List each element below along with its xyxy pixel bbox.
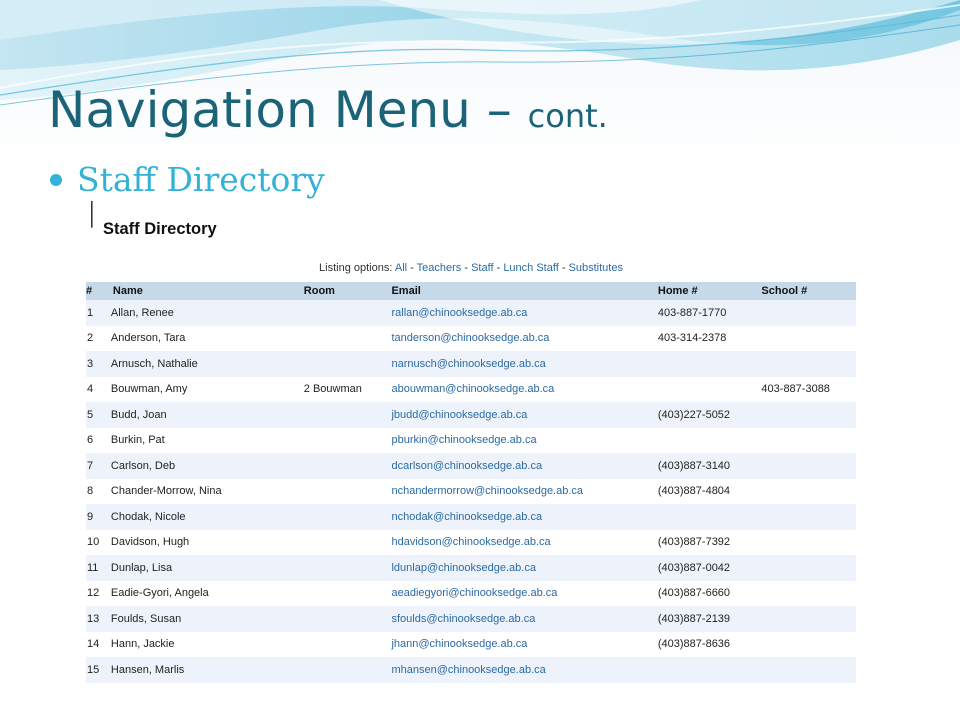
cell-email xyxy=(391,555,657,581)
cell-name: Hansen, Marlis xyxy=(111,657,304,683)
cell-school-phone xyxy=(761,453,856,479)
cell-home-phone: (403)887-4804 xyxy=(658,479,762,505)
cell-name: Chander-Morrow, Nina xyxy=(111,479,304,505)
cell-email xyxy=(391,479,657,505)
cell-number: 5 xyxy=(86,402,111,428)
cell-email xyxy=(391,581,657,607)
table-row xyxy=(86,402,856,428)
cell-name: Allan, Renee xyxy=(111,300,304,326)
cell-room xyxy=(304,530,392,556)
cell-number: 11 xyxy=(86,555,111,581)
table-row xyxy=(86,428,856,454)
cell-number: 2 xyxy=(86,326,111,352)
cell-school-phone xyxy=(761,581,856,607)
cell-room xyxy=(304,504,392,530)
cell-school-phone xyxy=(761,530,856,556)
cell-room xyxy=(304,632,392,658)
column-header-name[interactable]: Name xyxy=(111,282,304,300)
cell-school-phone xyxy=(761,504,856,530)
email-link[interactable]: abouwman@chinooksedge.ab.ca xyxy=(391,383,555,396)
cell-home-phone xyxy=(658,657,762,683)
cell-home-phone xyxy=(658,428,762,454)
cell-email xyxy=(391,632,657,658)
email-link[interactable]: hdavidson@chinooksedge.ab.ca xyxy=(391,536,551,549)
cell-name: Budd, Joan xyxy=(111,402,304,428)
cell-name: Carlson, Deb xyxy=(111,453,304,479)
cell-home-phone: 403-314-2378 xyxy=(658,326,762,352)
cell-email xyxy=(391,504,657,530)
cell-room xyxy=(304,555,392,581)
column-header-home-phone[interactable]: Home # xyxy=(658,282,762,300)
cell-school-phone xyxy=(761,300,856,326)
cell-name: Davidson, Hugh xyxy=(111,530,304,556)
cell-email xyxy=(391,402,657,428)
email-link[interactable]: tanderson@chinooksedge.ab.ca xyxy=(391,332,550,345)
email-link[interactable]: narnusch@chinooksedge.ab.ca xyxy=(391,357,546,370)
table-row xyxy=(86,555,856,581)
column-header-room[interactable]: Room xyxy=(304,282,392,300)
cell-home-phone: 403-887-1770 xyxy=(658,300,762,326)
cell-name: Dunlap, Lisa xyxy=(111,555,304,581)
cell-room xyxy=(304,300,392,326)
cell-home-phone: (403)887-3140 xyxy=(658,453,762,479)
cell-email xyxy=(391,428,657,454)
email-link[interactable]: mhansen@chinooksedge.ab.ca xyxy=(391,663,546,676)
cell-name: Chodak, Nicole xyxy=(111,504,304,530)
table-row xyxy=(86,326,856,352)
email-link[interactable]: sfoulds@chinooksedge.ab.ca xyxy=(391,612,536,625)
cell-school-phone xyxy=(761,479,856,505)
cell-email xyxy=(391,326,657,352)
bullet-text: Staff Directory xyxy=(77,160,325,199)
cell-room xyxy=(304,402,392,428)
cell-room xyxy=(304,581,392,607)
table-row xyxy=(86,351,856,377)
cell-email xyxy=(391,657,657,683)
cell-name: Bouwman, Amy xyxy=(111,377,304,403)
cell-home-phone xyxy=(658,351,762,377)
listing-option-staff[interactable]: Staff xyxy=(471,262,494,274)
slide-title-main: Navigation Menu – xyxy=(48,81,528,139)
cell-home-phone: (403)227-5052 xyxy=(658,402,762,428)
cell-home-phone xyxy=(658,377,762,403)
cell-number: 7 xyxy=(86,453,111,479)
listing-label: Listing options: xyxy=(319,262,395,274)
table-row xyxy=(86,504,856,530)
cell-school-phone xyxy=(761,326,856,352)
cell-home-phone: (403)887-8636 xyxy=(658,632,762,658)
bullet-dot-icon xyxy=(50,174,62,186)
cell-room xyxy=(304,479,392,505)
cell-number: 15 xyxy=(86,657,111,683)
cell-school-phone xyxy=(761,632,856,658)
cell-email xyxy=(391,453,657,479)
email-link[interactable]: jhann@chinooksedge.ab.ca xyxy=(391,638,528,651)
email-link[interactable]: ldunlap@chinooksedge.ab.ca xyxy=(391,561,536,574)
cell-room xyxy=(304,606,392,632)
table-row xyxy=(86,581,856,607)
cell-room xyxy=(304,657,392,683)
cell-school-phone xyxy=(761,428,856,454)
cell-school-phone xyxy=(761,657,856,683)
cell-name: Eadie-Gyori, Angela xyxy=(111,581,304,607)
cell-email xyxy=(391,377,657,403)
cell-room xyxy=(304,351,392,377)
listing-option-all[interactable]: All xyxy=(394,262,408,274)
cell-name: Arnusch, Nathalie xyxy=(111,351,304,377)
cell-name: Anderson, Tara xyxy=(111,326,304,352)
cell-email xyxy=(391,351,657,377)
listing-option-substitutes[interactable]: Substitutes xyxy=(568,262,623,274)
cell-school-phone xyxy=(761,402,856,428)
cell-school-phone: 403-887-3088 xyxy=(761,377,856,403)
directory-title: Staff Directory xyxy=(103,220,217,238)
email-link[interactable]: aeadiegyori@chinooksedge.ab.ca xyxy=(391,587,558,600)
cell-number: 1 xyxy=(86,300,111,326)
email-link[interactable]: dcarlson@chinooksedge.ab.ca xyxy=(391,459,543,472)
cell-number: 13 xyxy=(86,606,111,632)
table-header-row xyxy=(86,282,856,300)
slide-title xyxy=(48,78,608,148)
cell-number: 12 xyxy=(86,581,111,607)
cell-home-phone: (403)887-7392 xyxy=(658,530,762,556)
staff-table xyxy=(86,282,856,683)
cell-number: 14 xyxy=(86,632,111,658)
column-header-email[interactable]: Email xyxy=(391,282,657,300)
cell-email xyxy=(391,606,657,632)
email-link[interactable]: pburkin@chinooksedge.ab.ca xyxy=(391,434,537,447)
cell-name: Hann, Jackie xyxy=(111,632,304,658)
cell-home-phone: (403)887-0042 xyxy=(658,555,762,581)
cell-room: 2 Bouwman xyxy=(304,377,392,403)
bullet-item xyxy=(50,158,325,202)
email-link[interactable]: nchodak@chinooksedge.ab.ca xyxy=(391,510,543,523)
email-link[interactable]: nchandermorrow@chinooksedge.ab.ca xyxy=(391,485,584,498)
cell-number: 8 xyxy=(86,479,111,505)
cell-home-phone: (403)887-6660 xyxy=(658,581,762,607)
slide-title-suffix: cont. xyxy=(527,97,608,135)
column-header-school-phone[interactable]: School # xyxy=(761,282,856,300)
cell-number: 9 xyxy=(86,504,111,530)
cell-school-phone xyxy=(761,606,856,632)
table-row xyxy=(86,453,856,479)
cell-name: Foulds, Susan xyxy=(111,606,304,632)
table-row xyxy=(86,300,856,326)
cell-room xyxy=(304,428,392,454)
cursor-artifact-icon: │ xyxy=(84,201,100,226)
cell-email xyxy=(391,530,657,556)
table-row xyxy=(86,606,856,632)
listing-option-lunch-staff[interactable]: Lunch Staff xyxy=(503,262,559,274)
table-row xyxy=(86,377,856,403)
cell-home-phone: (403)887-2139 xyxy=(658,606,762,632)
cell-email xyxy=(391,300,657,326)
table-row xyxy=(86,657,856,683)
cell-number: 4 xyxy=(86,377,111,403)
listing-options: Listing options: All - Teachers - Staff - Lunch Staff - Substitutes xyxy=(319,262,623,274)
cell-number: 10 xyxy=(86,530,111,556)
table-row xyxy=(86,479,856,505)
email-link[interactable]: jbudd@chinooksedge.ab.ca xyxy=(391,408,528,421)
cell-room xyxy=(304,453,392,479)
cell-name: Burkin, Pat xyxy=(111,428,304,454)
column-header-number[interactable]: # xyxy=(86,282,111,300)
cell-home-phone xyxy=(658,504,762,530)
email-link[interactable]: rallan@chinooksedge.ab.ca xyxy=(391,306,528,319)
table-row xyxy=(86,530,856,556)
table-row xyxy=(86,632,856,658)
cell-room xyxy=(304,326,392,352)
cell-school-phone xyxy=(761,351,856,377)
cell-school-phone xyxy=(761,555,856,581)
cell-number: 6 xyxy=(86,428,111,454)
listing-option-teachers[interactable]: Teachers xyxy=(416,262,462,274)
cell-number: 3 xyxy=(86,351,111,377)
